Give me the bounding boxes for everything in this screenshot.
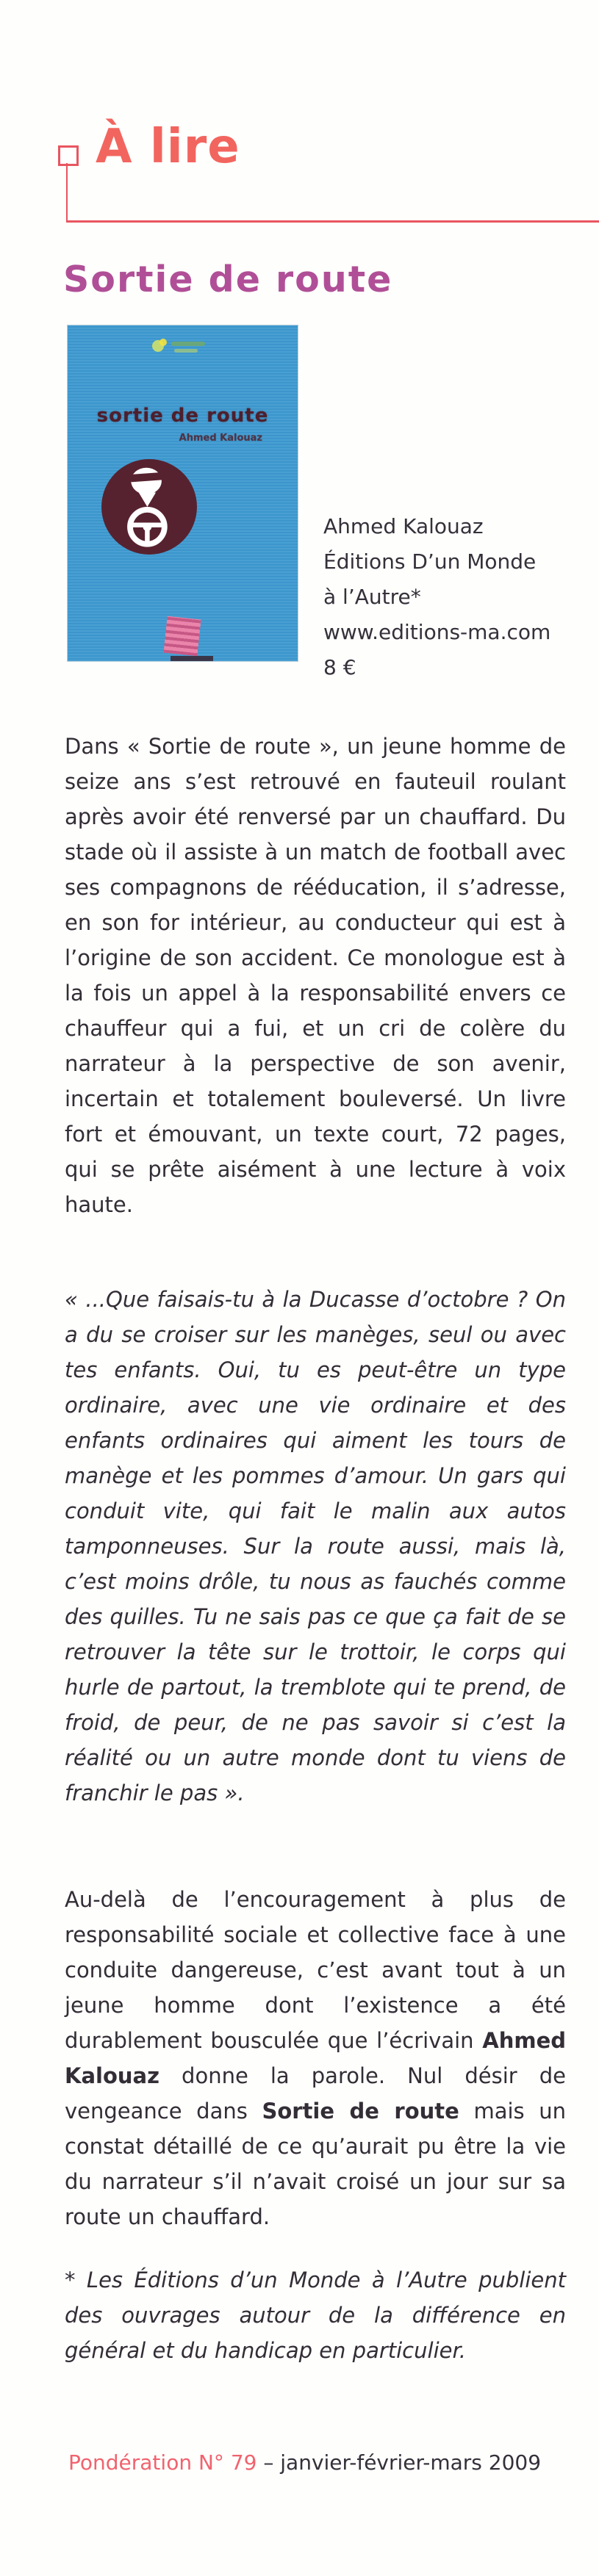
- cover-title: sortie de route: [96, 405, 269, 427]
- header-rule-horizontal: [66, 220, 599, 223]
- book-info-publisher-line2: à l’Autre*: [323, 585, 421, 609]
- book-title-bold: Sortie de route: [262, 2099, 459, 2124]
- cover-stamp: [164, 616, 201, 657]
- paragraph2-part-b: donne la parole. Nul désir de vengeance dans: [65, 2063, 566, 2124]
- book-excerpt-quote: « ...Que faisais-tu à la Ducasse d’octobre ? On a du se croiser sur les manèges, seul ou avec tes enfants. Oui, tu es peut-être un type ordinaire, avec une vie ordinaire et des enfants ordinaires qui aiment les tours de manège et les pommes d’amour. Un gars qui conduit vite, qui fait le malin aux autos tamponneuses. Sur la route aussi, mais là, c’est moins drôle, tu nous as fauchés comme des quilles. Tu ne sais pas ce que ça fait de se retrouver la tête sur le trottoir, le corps qui hurle de partout, la tremblote qui te prend, de froid, de peur, de ne pas savoir si c’est la réalité ou un autre monde dont tu viens de franchir le pas ».: [65, 1287, 566, 1805]
- cover-author: Ahmed Kalouaz: [179, 433, 262, 444]
- publisher-footnote: * Les Éditions d’un Monde à l’Autre publient des ouvrages autour de la différence en général et du handicap en particulier.: [65, 2267, 566, 2363]
- paragraph2-part-a: Au-delà de l’encouragement à plus de responsabilité sociale et collective face à une conduite dangereuse, c’est avant tout à un jeune homme dont l’existence a été durablement bousculée que l’écrivain: [65, 1887, 566, 2053]
- cover-bottom-smudge: [171, 656, 213, 661]
- review-paragraph-1: Dans « Sortie de route », un jeune homme de seize ans s’est retrouvé en fauteuil roulant après avoir été renversé par un chauffard. Du stade où il assiste à un match de football avec ses compagnons de rééducation, il s’adresse, en son for intérieur, au conducteur qui est à l’origine de son accident. Ce monologue est à la fois un appel à la responsabilité envers ce chauffeur qui a fui, et un cri de colère du narrateur à la perspective de son avenir, incertain et totalement bouleversé. Un livre fort et émouvant, un texte court, 72 pages, qui se prête aisément à une lecture à voix haute.: [65, 734, 566, 1217]
- book-info-price: 8 €: [323, 655, 356, 679]
- review-paragraph-2: [65, 1882, 566, 2234]
- header-rule-vertical: [66, 163, 68, 222]
- section-title: À lire: [96, 120, 240, 174]
- book-info-author: Ahmed Kalouaz: [323, 514, 484, 538]
- page-footer: [68, 2450, 541, 2475]
- paragraph2-part-c: mais un constat détaillé de ce qu’aurait pu être la vie du narrateur s’il n’avait croisé un jour sur sa route un chauffard.: [65, 2099, 566, 2229]
- footer-date: – janvier-février-mars 2009: [257, 2450, 542, 2475]
- driver-steering-wheel-icon: [101, 459, 197, 555]
- article-title: Sortie de route: [63, 259, 393, 300]
- book-info-publisher-line1: Éditions D’un Monde: [323, 549, 537, 574]
- section-marker-icon: [58, 145, 79, 166]
- publisher-logo-icon: [148, 336, 218, 361]
- book-block: [65, 325, 566, 679]
- author-name-bold: Ahmed Kalouaz: [65, 2028, 566, 2088]
- book-info: [323, 509, 550, 685]
- book-cover: [68, 325, 298, 661]
- footer-magazine-issue: Pondération N° 79: [68, 2450, 257, 2475]
- book-info-website: www.editions-ma.com: [323, 620, 551, 644]
